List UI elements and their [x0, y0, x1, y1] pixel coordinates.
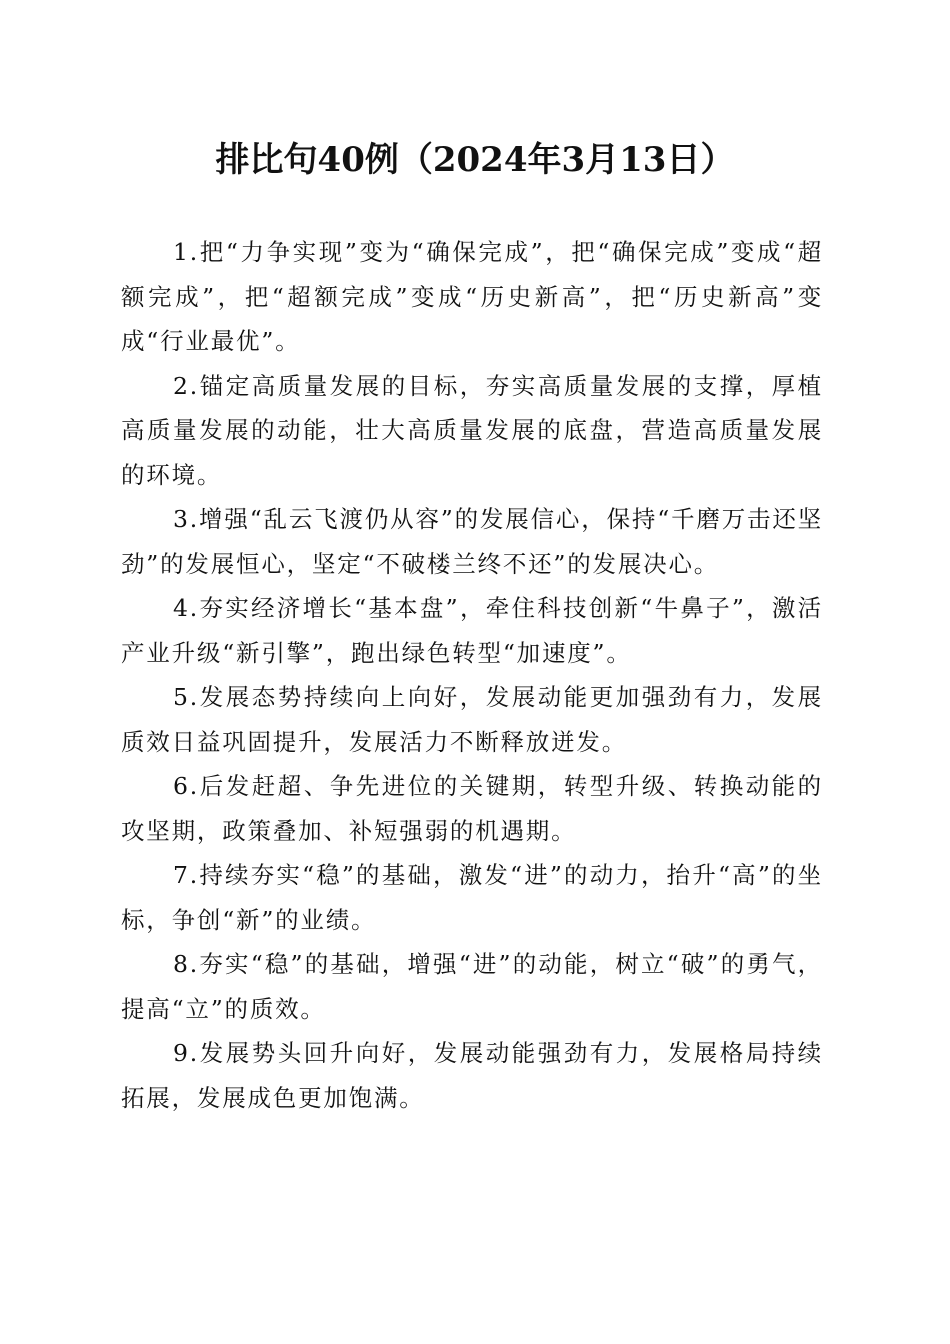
paragraph-2: 2.锚定高质量发展的目标，夯实高质量发展的支撑，厚植高质量发展的动能，壮大高质量发展的底盘，营造高质量发展的环境。 — [121, 371, 823, 489]
paragraph-1: 1.把“力争实现”变为“确保完成”，把“确保完成”变成“超额完成”，把“超额完成”变成“历史新高”，把“历史新高”变成“行业最优”。 — [121, 238, 823, 355]
document-title: 排比句40例（2024年3月13日） — [215, 140, 735, 180]
paragraph-7: 7.持续夯实“稳”的基础，激发“进”的动力，抬升“高”的坐标，争创“新”的业绩。 — [121, 861, 823, 934]
paragraph-8: 8.夯实“稳”的基础，增强“进”的动能，树立“破”的勇气，提高“立”的质效。 — [121, 950, 823, 1023]
paragraph-5: 5.发展态势持续向上向好，发展动能更加强劲有力，发展质效日益巩固提升，发展活力不断释放迸发。 — [121, 683, 823, 756]
paragraph-3: 3.增强“乱云飞渡仍从容”的发展信心，保持“千磨万击还坚劲”的发展恒心，坚定“不破楼兰终不还”的发展决心。 — [121, 505, 823, 578]
paragraph-6: 6.后发赶超、争先进位的关键期，转型升级、转换动能的攻坚期，政策叠加、补短强弱的机遇期。 — [121, 772, 823, 845]
document-body — [121, 230, 823, 1120]
paragraph-4: 4.夯实经济增长“基本盘”，牵住科技创新“牛鼻子”，激活产业升级“新引擎”，跑出绿色转型“加速度”。 — [121, 594, 823, 667]
paragraph-9: 9.发展势头回升向好，发展动能强劲有力，发展格局持续拓展，发展成色更加饱满。 — [121, 1039, 823, 1112]
